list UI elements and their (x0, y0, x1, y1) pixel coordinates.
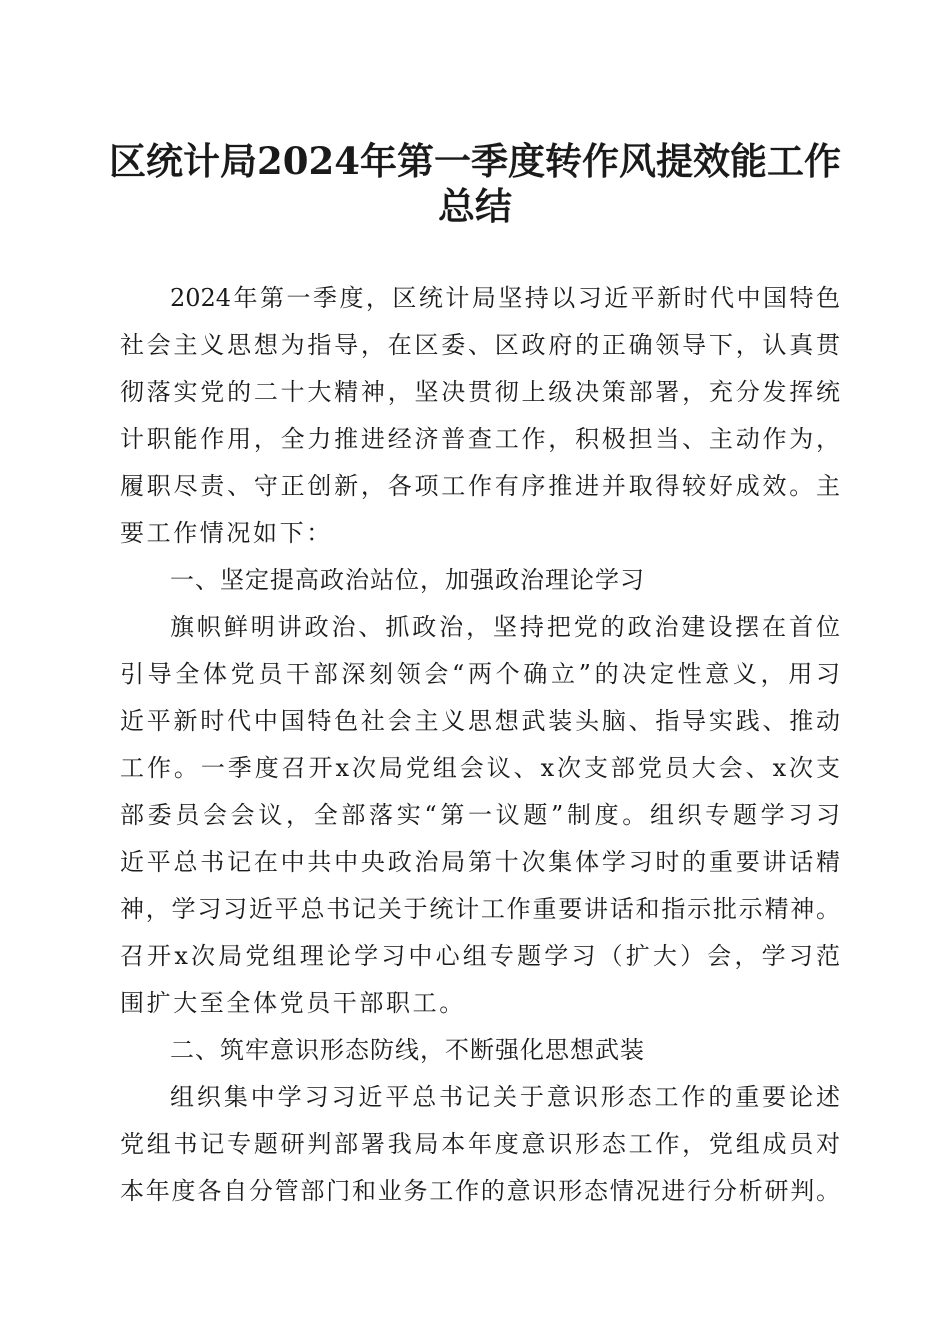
paragraph-line: 召开x次局党组理论学习中心组专题学习（扩大）会，学习范 (120, 942, 840, 970)
paragraph-line: 神，学习习近平总书记关于统计工作重要讲话和指示批示精神。 (120, 895, 840, 923)
paragraph-line: 近平新时代中国特色社会主义思想武装头脑、指导实践、推动 (120, 707, 840, 735)
document-title-line-1: 区统计局2024年第一季度转作风提效能工作 (109, 139, 841, 183)
paragraph-line: 引导全体党员干部深刻领会“两个确立”的决定性意义，用习 (120, 660, 840, 688)
section-heading-1: 一、坚定提高政治站位，加强政治理论学习 (170, 566, 645, 594)
paragraph-line: 旗帜鲜明讲政治、抓政治，坚持把党的政治建设摆在首位 (170, 613, 840, 641)
paragraph-line: 部委员会会议，全部落实“第一议题”制度。组织专题学习习 (120, 801, 840, 829)
paragraph-line: 2024年第一季度，区统计局坚持以习近平新时代中国特色 (170, 284, 840, 312)
paragraph-line: 近平总书记在中共中央政治局第十次集体学习时的重要讲话精 (120, 848, 840, 876)
paragraph-line: 本年度各自分管部门和业务工作的意识形态情况进行分析研判。 (120, 1177, 840, 1205)
paragraph-line: 履职尽责、守正创新，各项工作有序推进并取得较好成效。主 (120, 472, 840, 500)
paragraph-line: 围扩大至全体党员干部职工。 (120, 989, 466, 1017)
document-title-line-2: 总结 (438, 184, 512, 228)
section-heading-2: 二、筑牢意识形态防线，不断强化思想武装 (170, 1036, 645, 1064)
paragraph-line: 彻落实党的二十大精神，坚决贯彻上级决策部署，充分发挥统 (120, 378, 840, 406)
paragraph-line: 工作。一季度召开x次局党组会议、x次支部党员大会、x次支 (120, 754, 840, 782)
paragraph-line: 社会主义思想为指导，在区委、区政府的正确领导下，认真贯 (120, 331, 840, 359)
paragraph-line: 要工作情况如下： (120, 519, 333, 547)
paragraph-line: 计职能作用，全力推进经济普查工作，积极担当、主动作为， (120, 425, 840, 453)
paragraph-line: 组织集中学习习近平总书记关于意识形态工作的重要论述 (170, 1083, 840, 1111)
paragraph-line: 党组书记专题研判部署我局本年度意识形态工作，党组成员对 (120, 1130, 840, 1158)
